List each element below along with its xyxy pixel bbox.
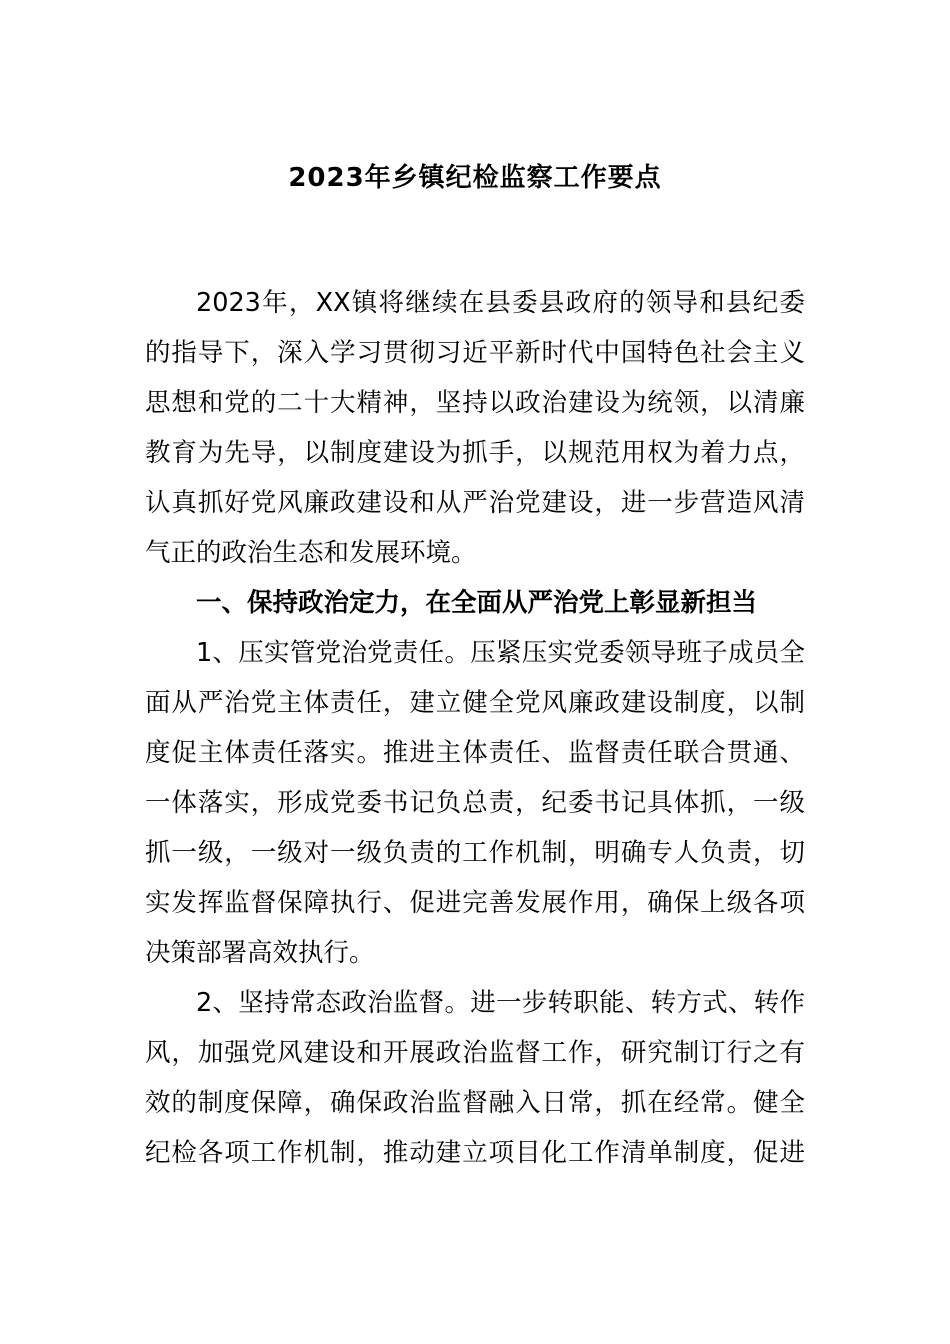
paragraph-line: 思想和党的二十大精神，坚持以政治建设为统领，以清廉: [145, 388, 805, 418]
paragraph-line: 面从严治党主体责任，建立健全党风廉政建设制度，以制: [145, 688, 805, 718]
section-heading: 一、保持政治定力，在全面从严治党上彰显新担当: [196, 588, 758, 618]
paragraph-line: 实发挥监督保障执行、促进完善发展作用，确保上级各项: [145, 888, 805, 918]
paragraph-line: 2、坚持常态政治监督。进一步转职能、转方式、转作: [196, 988, 805, 1018]
paragraph-line: 度促主体责任落实。推进主体责任、监督责任联合贯通、: [145, 738, 805, 768]
paragraph-line: 纪检各项工作机制，推动建立项目化工作清单制度，促进: [145, 1138, 805, 1168]
paragraph-line: 2023年，XX镇将继续在县委县政府的领导和县纪委: [196, 288, 805, 318]
document-title: 2023年乡镇纪检监察工作要点: [288, 163, 662, 193]
document-body: [145, 278, 805, 1178]
paragraph-line: 一体落实，形成党委书记负总责，纪委书记具体抓，一级: [145, 788, 805, 818]
paragraph-line: 抓一级，一级对一级负责的工作机制，明确专人负责，切: [145, 838, 805, 868]
paragraph-line: 风，加强党风建设和开展政治监督工作，研究制订行之有: [145, 1038, 805, 1068]
paragraph-line: 气正的政治生态和发展环境。: [145, 538, 477, 568]
paragraph-line: 认真抓好党风廉政建设和从严治党建设，进一步营造风清: [145, 488, 805, 518]
paragraph-line: 效的制度保障，确保政治监督融入日常，抓在经常。健全: [145, 1088, 805, 1118]
paragraph-line: 决策部署高效执行。: [145, 938, 375, 968]
paragraph-line: 教育为先导，以制度建设为抓手，以规范用权为着力点，: [145, 438, 805, 468]
paragraph-line: 的指导下，深入学习贯彻习近平新时代中国特色社会主义: [145, 338, 805, 368]
paragraph-line: 1、压实管党治党责任。压紧压实党委领导班子成员全: [196, 638, 805, 668]
